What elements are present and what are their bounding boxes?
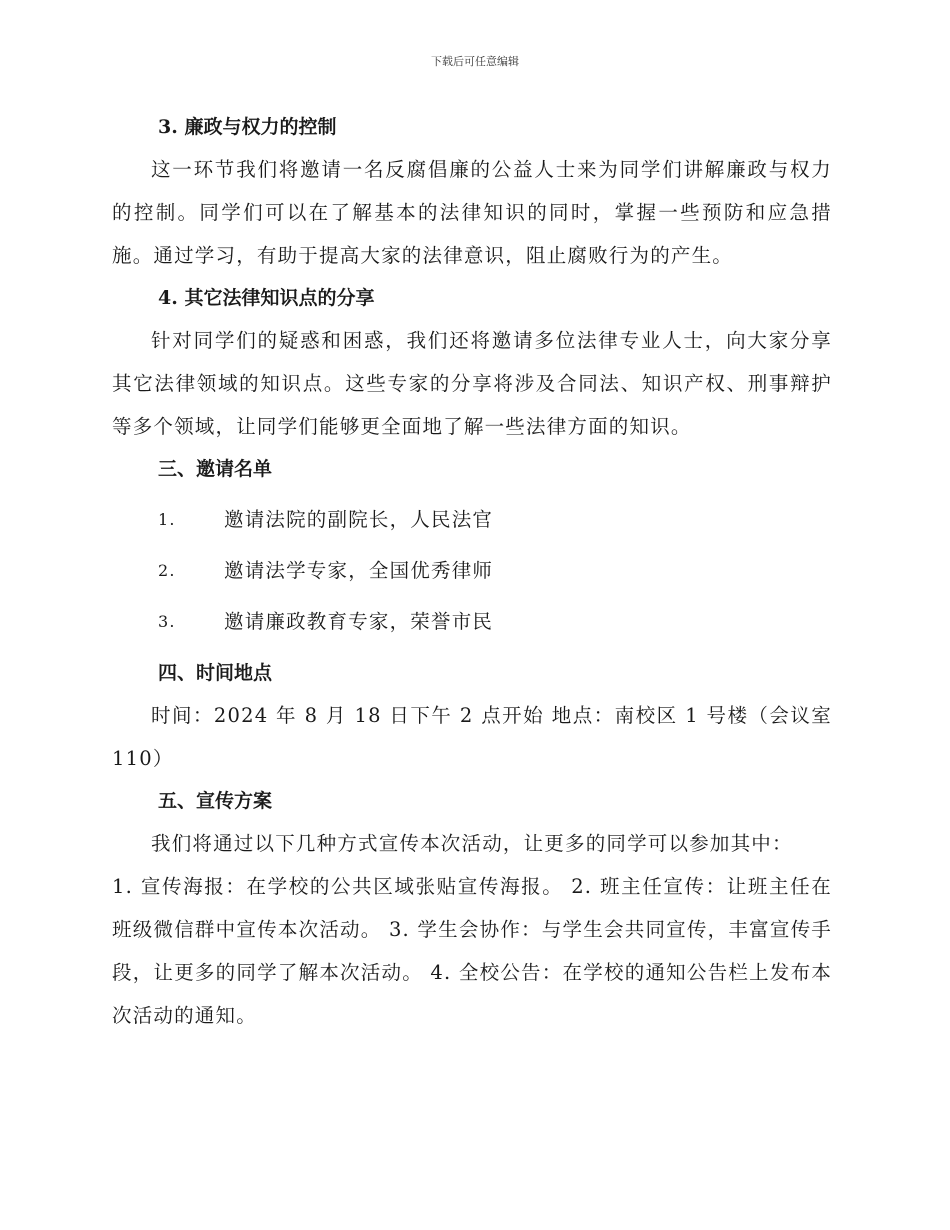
list-text: 邀请法学专家，全国优秀律师: [224, 559, 494, 582]
promotion-detail-paragraph: 1. 宣传海报：在学校的公共区域张贴宣传海报。 2. 班主任宣传：让班主任在班级微信群中宣传本次活动。 3. 学生会协作：与学生会共同宣传，丰富宣传手段，让更多的同学了解本次活动。 4. 全校公告：在学校的通知公告栏上发布本次活动的通知。: [112, 875, 832, 1027]
list-number: 3.: [158, 612, 176, 631]
invite-list-heading: 三、邀请名单: [158, 458, 273, 480]
promotion-heading: 五、宣传方案: [158, 790, 273, 812]
list-number: 1.: [158, 510, 176, 529]
section-paragraph-3: 这一环节我们将邀请一名反腐倡廉的公益人士来为同学们讲解廉政与权力的控制。同学们可以在了解基本的法律知识的同时，掌握一些预防和应急措施。通过学习，有助于提高大家的法律意识，阻止腐败行为的产生。: [112, 158, 832, 267]
list-item: [112, 556, 832, 586]
list-text: 邀请廉政教育专家，荣誉市民: [224, 610, 494, 633]
document-body: [112, 112, 832, 1037]
promotion-intro-paragraph: 我们将通过以下几种方式宣传本次活动，让更多的同学可以参加其中：: [151, 832, 793, 855]
section-paragraph-4: 针对同学们的疑惑和困惑，我们还将邀请多位法律专业人士，向大家分享其它法律领域的知识点。这些专家的分享将涉及合同法、知识产权、刑事辩护等多个领域，让同学们能够更全面地了解一些法律方面的知识。: [112, 329, 832, 438]
list-number: 2.: [158, 561, 176, 580]
list-item: [112, 607, 832, 637]
list-text: 邀请法院的副院长，人民法官: [224, 508, 494, 531]
time-place-heading: 四、时间地点: [158, 662, 273, 684]
time-place-paragraph: 时间：2024 年 8 月 18 日下午 2 点开始 地点：南校区 1 号楼（会议室 110）: [112, 704, 832, 770]
section-heading-4: 4. 其它法律知识点的分享: [158, 287, 375, 309]
list-item: [112, 505, 832, 535]
section-heading-3: 3. 廉政与权力的控制: [158, 116, 337, 138]
page-header: 下载后可任意编辑: [431, 55, 519, 68]
